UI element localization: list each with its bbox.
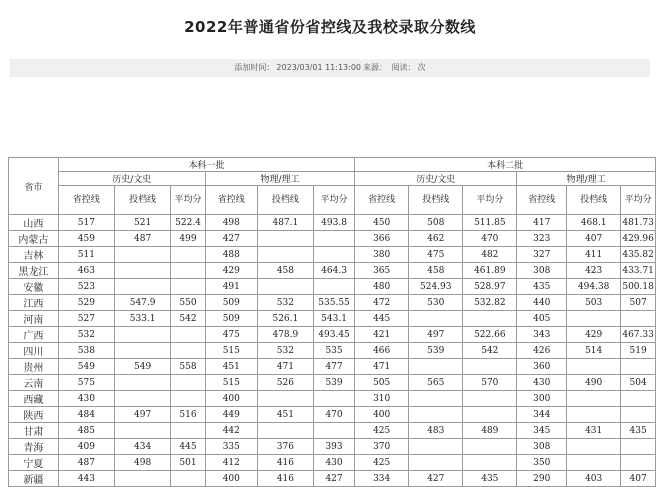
score-cell: 517	[58, 215, 114, 231]
score-cell	[171, 343, 206, 359]
score-cell: 300	[517, 391, 567, 407]
score-cell: 344	[517, 407, 567, 423]
score-cell	[171, 471, 206, 487]
score-cell	[114, 343, 170, 359]
score-cell: 500.18	[621, 279, 656, 295]
score-cell: 308	[517, 439, 567, 455]
score-cell: 470	[463, 231, 517, 247]
score-cell: 539	[409, 343, 463, 359]
province-cell: 青海	[9, 439, 59, 455]
score-cell	[171, 423, 206, 439]
score-cell: 475	[205, 327, 257, 343]
score-cell: 409	[58, 439, 114, 455]
header-batch1-history: 历史/文史	[58, 172, 205, 186]
score-cell: 484	[58, 407, 114, 423]
score-cell	[114, 247, 170, 263]
score-cell: 433.71	[621, 263, 656, 279]
score-cell: 509	[205, 311, 257, 327]
score-cell: 400	[205, 391, 257, 407]
header-batch2: 本科二批	[355, 158, 656, 172]
score-cell: 343	[517, 327, 567, 343]
score-cell: 511	[58, 247, 114, 263]
score-cell: 508	[409, 215, 463, 231]
score-cell: 522.66	[463, 327, 517, 343]
score-cell: 462	[409, 231, 463, 247]
score-cell: 450	[355, 215, 409, 231]
score-cell	[409, 455, 463, 471]
score-cell: 570	[463, 375, 517, 391]
score-cell: 443	[58, 471, 114, 487]
score-cell	[567, 359, 621, 375]
score-cell: 511.85	[463, 215, 517, 231]
score-cell: 403	[567, 471, 621, 487]
score-cell	[621, 407, 656, 423]
score-cell	[313, 391, 354, 407]
table-row	[9, 247, 656, 263]
score-cell: 345	[517, 423, 567, 439]
score-cell: 445	[355, 311, 409, 327]
table-row	[9, 263, 656, 279]
score-cell	[114, 327, 170, 343]
score-cell: 514	[567, 343, 621, 359]
score-cell: 366	[355, 231, 409, 247]
score-cell: 429	[567, 327, 621, 343]
score-cell: 516	[171, 407, 206, 423]
score-cell	[409, 407, 463, 423]
score-cell: 530	[409, 295, 463, 311]
header-batch2-history: 历史/文史	[355, 172, 517, 186]
table-row	[9, 343, 656, 359]
score-cell	[171, 391, 206, 407]
score-cell: 503	[567, 295, 621, 311]
table-row	[9, 455, 656, 471]
header-col-admit-line: 投档线	[257, 186, 313, 215]
score-cell: 497	[409, 327, 463, 343]
score-cell: 440	[517, 295, 567, 311]
score-cell: 497	[114, 407, 170, 423]
score-cell: 430	[517, 375, 567, 391]
score-cell	[171, 247, 206, 263]
score-cell	[567, 455, 621, 471]
score-cell: 416	[257, 455, 313, 471]
score-cell: 501	[171, 455, 206, 471]
header-batch1-physics: 物理/理工	[205, 172, 354, 186]
added-time-value: 2023/03/01 11:13:00	[276, 63, 362, 72]
score-cell: 493.8	[313, 215, 354, 231]
score-cell: 470	[313, 407, 354, 423]
score-cell: 407	[621, 471, 656, 487]
score-cell: 558	[171, 359, 206, 375]
table-body	[9, 215, 656, 487]
score-cell: 400	[205, 471, 257, 487]
score-cell	[171, 327, 206, 343]
page-title: 2022年普通省份省控线及我校录取分数线	[184, 18, 476, 36]
header-col-prov-line: 省控线	[205, 186, 257, 215]
score-cell: 549	[58, 359, 114, 375]
score-cell: 527	[58, 311, 114, 327]
score-cell: 427	[205, 231, 257, 247]
score-cell	[313, 279, 354, 295]
score-cell: 543.1	[313, 311, 354, 327]
score-cell: 308	[517, 263, 567, 279]
score-cell	[621, 455, 656, 471]
score-cell: 481.73	[621, 215, 656, 231]
score-cell: 487.1	[257, 215, 313, 231]
score-cell: 533.1	[114, 311, 170, 327]
table-row	[9, 295, 656, 311]
score-cell	[313, 423, 354, 439]
score-cell: 360	[517, 359, 567, 375]
score-cell: 467.33	[621, 327, 656, 343]
score-cell: 494.38	[567, 279, 621, 295]
table-row	[9, 439, 656, 455]
score-cell	[621, 359, 656, 375]
score-cell: 542	[171, 311, 206, 327]
score-cell	[114, 375, 170, 391]
score-cell: 487	[114, 231, 170, 247]
province-cell: 贵州	[9, 359, 59, 375]
province-cell: 江西	[9, 295, 59, 311]
score-cell: 528.97	[463, 279, 517, 295]
score-cell: 490	[567, 375, 621, 391]
province-cell: 安徽	[9, 279, 59, 295]
score-cell: 532	[257, 295, 313, 311]
score-cell: 498	[205, 215, 257, 231]
score-cell: 427	[313, 471, 354, 487]
score-cell: 431	[567, 423, 621, 439]
header-col-avg: 平均分	[171, 186, 206, 215]
score-cell: 521	[114, 215, 170, 231]
score-cell	[313, 247, 354, 263]
table-row	[9, 359, 656, 375]
score-cell: 477	[313, 359, 354, 375]
score-cell: 515	[205, 343, 257, 359]
province-cell: 西藏	[9, 391, 59, 407]
score-cell: 435	[517, 279, 567, 295]
score-cell	[463, 311, 517, 327]
province-cell: 吉林	[9, 247, 59, 263]
score-cell: 427	[409, 471, 463, 487]
score-cell: 434	[114, 439, 170, 455]
score-cell: 376	[257, 439, 313, 455]
score-cell	[409, 391, 463, 407]
score-cell: 425	[355, 423, 409, 439]
score-cell	[114, 279, 170, 295]
score-cell	[567, 311, 621, 327]
header-batch1: 本科一批	[58, 158, 354, 172]
header-col-avg: 平均分	[463, 186, 517, 215]
score-cell: 323	[517, 231, 567, 247]
score-cell: 475	[409, 247, 463, 263]
score-cell	[171, 279, 206, 295]
score-cell: 522.4	[171, 215, 206, 231]
header-col-prov-line: 省控线	[517, 186, 567, 215]
score-cell: 417	[517, 215, 567, 231]
score-cell: 504	[621, 375, 656, 391]
score-cell	[463, 407, 517, 423]
score-cell	[114, 423, 170, 439]
score-cell: 310	[355, 391, 409, 407]
score-cell: 549	[114, 359, 170, 375]
score-cell: 435.82	[621, 247, 656, 263]
header-col-admit-line: 投档线	[567, 186, 621, 215]
score-cell: 435	[621, 423, 656, 439]
score-cell: 489	[463, 423, 517, 439]
province-cell: 云南	[9, 375, 59, 391]
score-cell	[463, 439, 517, 455]
province-cell: 宁夏	[9, 455, 59, 471]
source-label: 来源：	[363, 63, 388, 72]
score-cell: 459	[58, 231, 114, 247]
score-cell: 451	[205, 359, 257, 375]
score-cell: 365	[355, 263, 409, 279]
header-col-admit-line: 投档线	[114, 186, 170, 215]
score-cell: 464.3	[313, 263, 354, 279]
province-cell: 黑龙江	[9, 263, 59, 279]
header-province: 省市	[9, 158, 59, 215]
score-cell: 523	[58, 279, 114, 295]
score-cell: 466	[355, 343, 409, 359]
score-cell: 526	[257, 375, 313, 391]
score-cell: 468.1	[567, 215, 621, 231]
score-cell	[313, 231, 354, 247]
views-label: 阅读：	[391, 63, 416, 72]
score-cell: 505	[355, 375, 409, 391]
score-cell: 411	[567, 247, 621, 263]
score-cell	[257, 231, 313, 247]
score-cell	[463, 359, 517, 375]
province-cell: 四川	[9, 343, 59, 359]
score-cell: 499	[171, 231, 206, 247]
score-cell	[567, 407, 621, 423]
score-cell: 430	[313, 455, 354, 471]
table-row	[9, 231, 656, 247]
score-cell	[621, 311, 656, 327]
score-cell: 429	[205, 263, 257, 279]
score-cell: 327	[517, 247, 567, 263]
score-cell: 380	[355, 247, 409, 263]
score-cell: 542	[463, 343, 517, 359]
score-cell	[621, 439, 656, 455]
table-row	[9, 407, 656, 423]
score-cell	[114, 471, 170, 487]
province-cell: 广西	[9, 327, 59, 343]
score-cell	[257, 279, 313, 295]
score-cell: 478.9	[257, 327, 313, 343]
score-cell: 515	[205, 375, 257, 391]
score-cell: 532	[257, 343, 313, 359]
score-cell: 550	[171, 295, 206, 311]
score-cell: 442	[205, 423, 257, 439]
header-col-avg: 平均分	[313, 186, 354, 215]
score-cell: 350	[517, 455, 567, 471]
province-cell: 甘肃	[9, 423, 59, 439]
score-cell: 539	[313, 375, 354, 391]
score-cell: 507	[621, 295, 656, 311]
admission-score-table	[8, 157, 656, 487]
score-cell: 435	[463, 471, 517, 487]
score-cell: 430	[58, 391, 114, 407]
score-cell: 565	[409, 375, 463, 391]
province-cell: 新疆	[9, 471, 59, 487]
score-cell: 482	[463, 247, 517, 263]
score-cell: 524.93	[409, 279, 463, 295]
score-cell	[257, 423, 313, 439]
score-cell: 485	[58, 423, 114, 439]
score-cell	[257, 391, 313, 407]
score-cell	[409, 359, 463, 375]
score-cell: 509	[205, 295, 257, 311]
score-cell	[463, 455, 517, 471]
score-cell	[114, 391, 170, 407]
score-cell: 498	[114, 455, 170, 471]
score-cell: 445	[171, 439, 206, 455]
score-cell: 480	[355, 279, 409, 295]
score-cell	[621, 391, 656, 407]
score-cell: 472	[355, 295, 409, 311]
table-row	[9, 423, 656, 439]
table-row	[9, 215, 656, 231]
score-cell: 535.55	[313, 295, 354, 311]
score-cell: 483	[409, 423, 463, 439]
score-cell: 416	[257, 471, 313, 487]
score-cell: 425	[355, 455, 409, 471]
table-row	[9, 391, 656, 407]
score-cell: 488	[205, 247, 257, 263]
score-cell: 532	[58, 327, 114, 343]
score-cell	[567, 439, 621, 455]
score-cell: 532.82	[463, 295, 517, 311]
province-cell: 山西	[9, 215, 59, 231]
added-time-label: 添加时间：	[234, 63, 275, 72]
header-col-admit-line: 投档线	[409, 186, 463, 215]
score-cell: 535	[313, 343, 354, 359]
score-cell: 405	[517, 311, 567, 327]
score-cell: 449	[205, 407, 257, 423]
score-cell: 461.89	[463, 263, 517, 279]
score-cell: 458	[257, 263, 313, 279]
score-cell: 429.96	[621, 231, 656, 247]
score-cell: 463	[58, 263, 114, 279]
header-col-prov-line: 省控线	[355, 186, 409, 215]
score-cell: 471	[355, 359, 409, 375]
score-cell: 334	[355, 471, 409, 487]
score-cell: 421	[355, 327, 409, 343]
table-row	[9, 279, 656, 295]
score-cell: 538	[58, 343, 114, 359]
score-cell: 423	[567, 263, 621, 279]
score-cell: 393	[313, 439, 354, 455]
score-cell: 412	[205, 455, 257, 471]
score-cell	[171, 263, 206, 279]
score-cell: 547.9	[114, 295, 170, 311]
province-cell: 陕西	[9, 407, 59, 423]
header-batch2-physics: 物理/理工	[517, 172, 656, 186]
score-cell: 491	[205, 279, 257, 295]
score-cell: 407	[567, 231, 621, 247]
score-cell: 458	[409, 263, 463, 279]
score-cell	[409, 439, 463, 455]
score-cell: 370	[355, 439, 409, 455]
score-cell	[567, 391, 621, 407]
article-meta-bar	[10, 59, 650, 77]
score-cell	[463, 391, 517, 407]
score-cell	[409, 311, 463, 327]
table-row	[9, 471, 656, 487]
score-cell: 526.1	[257, 311, 313, 327]
score-cell: 426	[517, 343, 567, 359]
province-cell: 内蒙古	[9, 231, 59, 247]
score-cell: 471	[257, 359, 313, 375]
table-row	[9, 311, 656, 327]
table-row	[9, 327, 656, 343]
score-cell: 575	[58, 375, 114, 391]
score-cell	[257, 247, 313, 263]
header-col-prov-line: 省控线	[58, 186, 114, 215]
score-cell: 451	[257, 407, 313, 423]
score-cell: 290	[517, 471, 567, 487]
score-cell: 529	[58, 295, 114, 311]
score-cell: 335	[205, 439, 257, 455]
score-cell	[171, 375, 206, 391]
score-cell: 487	[58, 455, 114, 471]
views-unit: 次	[417, 63, 426, 72]
table-row	[9, 375, 656, 391]
header-col-avg: 平均分	[621, 186, 656, 215]
score-cell: 493.45	[313, 327, 354, 343]
score-cell: 519	[621, 343, 656, 359]
province-cell: 河南	[9, 311, 59, 327]
score-cell	[114, 263, 170, 279]
score-cell: 400	[355, 407, 409, 423]
